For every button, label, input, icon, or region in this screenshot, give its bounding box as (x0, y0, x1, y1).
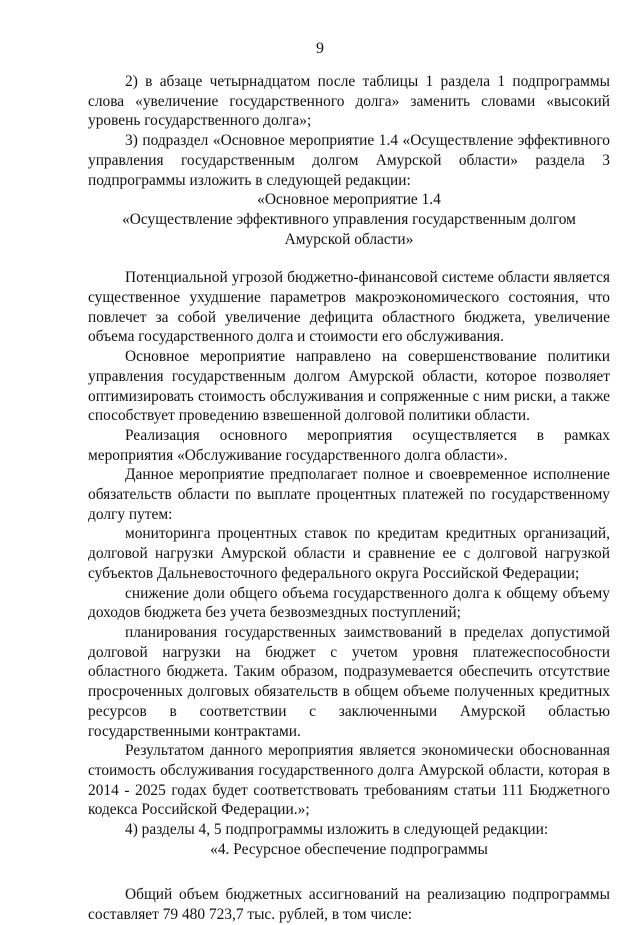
section-subheading: «Осуществление эффективного управления государственным долгом Амурской области» (122, 210, 576, 248)
paragraph-obligations: Данное мероприятие предполагает полное и своевременное исполнение обязательств области по выплате процентных платежей по государственному долгу путем: (88, 466, 610, 523)
paragraph-total-volume: Общий объем бюджетных ассигнований на реализацию подпрограммы составляет 79 480 723,7 тыс. рублей, в том числе: (88, 886, 610, 924)
paragraph-purpose: Основное мероприятие направлено на совершенствование политики управления государственным долгом Амурской области, которое позволяет оптимизировать стоимость обслуживания и сопряженные с ним риски, а также способствует проведению взвешенной долговой политики области. (88, 348, 610, 425)
paragraph-amendment-2: 2) в абзаце четырнадцатом после таблицы 1 раздела 1 подпрограммы слова «увеличение государственного долга» заменить словами «высокий уровень государственного долга»; (88, 73, 610, 130)
list-item-monitoring: мониторинга процентных ставок по кредитам кредитных организаций, долговой нагрузки Амурской области и сравнение ее с долговой нагрузкой субъектов Дальневосточного федерального округа Российской Федерации; (88, 525, 610, 582)
list-item-reduction: снижение доли общего объема государственного долга к общему объему доходов бюджета без учета безвозмездных поступлений; (88, 584, 610, 622)
paragraph-amendment-4: 4) разделы 4, 5 подпрограммы изложить в следующей редакции: (125, 821, 549, 839)
list-item-planning: планирования государственных заимствований в пределах допустимой долговой нагрузки на бюджет с учетом уровня платежеспособности областного бюджета. Таким образом, подразумевается обеспечить отсутствие просроченных долговых обязательств в общем объеме полученных кредитных ресурсов в соответствии с заключенными Амурской областью государственными контрактами. (88, 623, 610, 740)
page-number: 9 (316, 40, 324, 57)
section-heading: «Основное мероприятие 1.4 (257, 191, 441, 209)
document-body (88, 72, 610, 925)
paragraph-implementation: Реализация основного мероприятия осуществляется в рамках мероприятия «Обслуживание государственного долга области». (88, 426, 610, 464)
section-heading-resources: «4. Ресурсное обеспечение подпрограммы (210, 840, 488, 858)
paragraph-amendment-3: 3) подраздел «Основное мероприятие 1.4 «Осуществление эффективного управления государственным долгом Амурской области» раздела 3 подпрограммы изложить в следующей редакции: (88, 132, 610, 189)
paragraph-result: Результатом данного мероприятия является экономически обоснованная стоимость обслуживания государственного долга Амурской области, которая в 2014 - 2025 годах будет соответствовать требованиям статьи 111 Бюджетного кодекса Российской Федерации.»; (88, 742, 610, 819)
paragraph-threat: Потенциальной угрозой бюджетно-финансовой системе области является существенное ухудшение параметров макроэкономического состояния, что повлечет за собой увеличение дефицита областного бюджета, увеличение объема государственного долга и стоимости его обслуживания. (88, 269, 610, 346)
